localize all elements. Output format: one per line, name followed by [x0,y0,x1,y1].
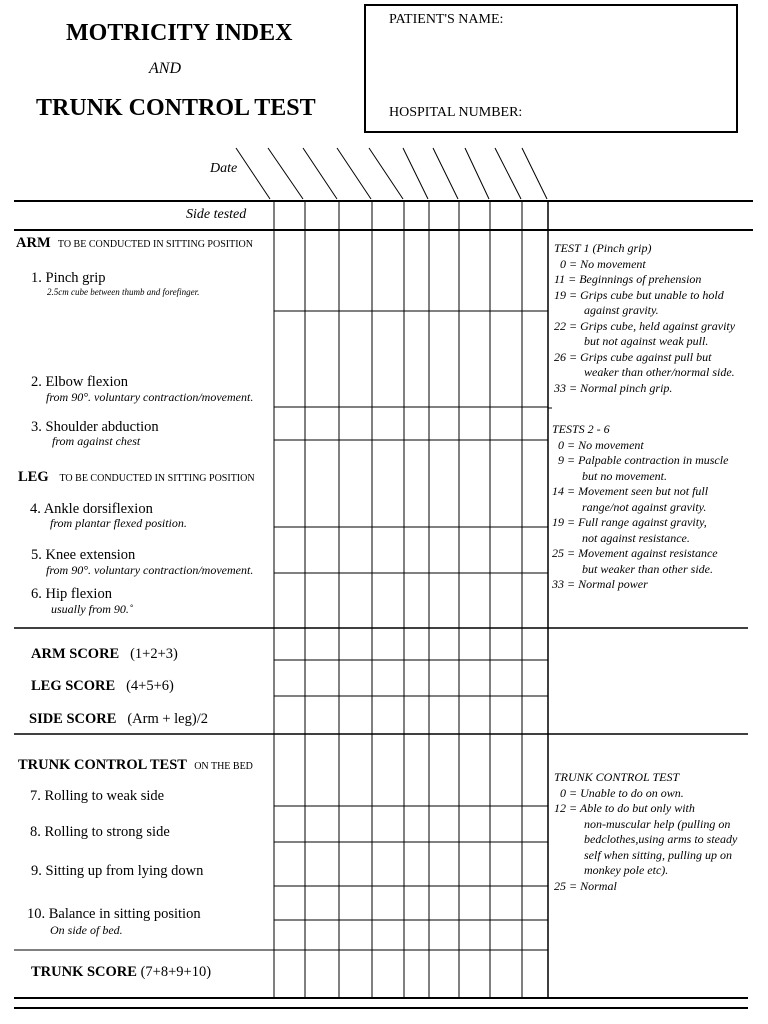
trunk-score-row [31,964,211,981]
leg-note: TO BE CONDUCTED IN SITTING POSITION [59,473,255,484]
legend-test1-line: 19 = Grips cube but unable to hold [554,287,724,302]
legend-trunk-line: 25 = Normal [554,878,617,893]
item-7-label: 7. Rolling to weak side [30,788,165,804]
legend-tests26-line: 14 = Movement seen but not full [552,484,709,498]
arm-heading: ARM [16,235,51,251]
legend-tests26-line: 33 = Normal power [552,577,648,591]
leg-heading: LEG [18,469,49,485]
leg-score-label: LEG SCORE [31,678,116,694]
legend-test1-line: 26 = Grips cube against pull but [554,349,712,364]
item-9-label: 9. Sitting up from lying down [31,863,204,879]
item-8-label: 8. Rolling to strong side [30,824,170,840]
arm-score-row [31,646,178,663]
trunk-heading: TRUNK CONTROL TEST [18,757,187,773]
hospital-number-label: HOSPITAL NUMBER: [389,105,523,120]
legend-tests-2-6 [552,422,728,593]
legend-test1-title: TEST 1 (Pinch grip) [554,241,652,255]
leg-score-formula: (4+5+6) [126,678,174,694]
legend-trunk-title: TRUNK CONTROL TEST [554,770,680,784]
item-5-sub: from 90°. voluntary contraction/movement. [46,563,254,577]
legend-trunk [554,770,737,894]
legend-test1-line: 11 = Beginnings of prehension [554,272,702,286]
arm-note: TO BE CONDUCTED IN SITTING POSITION [57,239,253,250]
legend-tests26-title: TESTS 2 - 6 [552,422,610,436]
item-3-sub: from against chest [52,434,141,448]
item-1-sub: 2.5cm cube between thumb and forefinger. [47,287,200,297]
side-score-formula: (Arm + leg)/2 [127,711,208,727]
item-6-sub: usually from 90.˚ [51,602,133,616]
trunk-score-label: TRUNK SCORE [31,964,137,980]
legend-tests26-line: but weaker than other side. [582,561,713,576]
title-trunk-control-test: TRUNK CONTROL TEST [36,95,316,121]
item-2-sub: from 90°. voluntary contraction/movement. [46,390,254,404]
side-score-row [29,711,208,728]
legend-test1-line: but not against weak pull. [584,334,709,348]
legend-test1-line: 22 = Grips cube, held against gravity [554,318,736,333]
trunk-note: ON THE BED [194,761,253,772]
legend-tests26-line: not against resistance. [582,530,690,545]
legend-tests26-line: 19 = Full range against gravity, [552,515,707,529]
legend-tests26-line: 0 = No movement [558,437,644,452]
legend-tests26-line: 25 = Movement against resistance [552,546,718,560]
legend-tests26-line: but no movement. [582,468,667,483]
legend-trunk-line: 12 = Able to do but only with [554,801,695,815]
patient-name-label: PATIENT'S NAME: [389,12,504,27]
title-and: AND [149,60,181,77]
item-4-label: 4. Ankle dorsiflexion [30,501,153,517]
legend-test1-line: weaker than other/normal side. [584,365,735,379]
item-4-sub: from plantar flexed position. [50,516,187,530]
legend-trunk-line: 0 = Unable to do on own. [560,785,684,800]
item-1-label: 1. Pinch grip [31,270,106,286]
legend-test1-line: 33 = Normal pinch grip. [554,380,673,395]
item-3-label: 3. Shoulder abduction [31,419,159,435]
trunk-section-heading [18,757,253,774]
arm-score-formula: (1+2+3) [130,646,178,662]
trunk-score-formula: (7+8+9+10) [140,964,212,980]
side-tested-label: Side tested [186,207,247,222]
title-motricity-index: MOTRICITY INDEX [66,20,293,46]
legend-test1-line: 0 = No movement [560,256,646,271]
arm-section-heading [16,235,253,252]
legend-trunk-line: bedclothes,using arms to steady [584,832,738,846]
arm-score-label: ARM SCORE [31,646,120,662]
item-10-sub: On side of bed. [50,923,123,937]
date-label: Date [210,161,238,176]
item-5-label: 5. Knee extension [31,547,136,563]
item-6-label: 6. Hip flexion [31,586,112,602]
legend-trunk-line: monkey pole etc). [584,863,669,877]
leg-section-heading [18,469,255,486]
item-10-label: 10. Balance in sitting position [27,906,201,922]
legend-test1-line: against gravity. [584,303,659,317]
legend-trunk-line: self when sitting, pulling up on [584,847,733,862]
side-score-label: SIDE SCORE [29,711,117,727]
legend-tests26-line: 9 = Palpable contraction in muscle [558,453,729,467]
legend-tests26-line: range/not against gravity. [582,499,707,514]
legend-trunk-line: non-muscular help (pulling on [584,816,731,831]
leg-score-row [31,678,174,695]
item-2-label: 2. Elbow flexion [31,374,129,390]
legend-test1 [554,241,735,396]
